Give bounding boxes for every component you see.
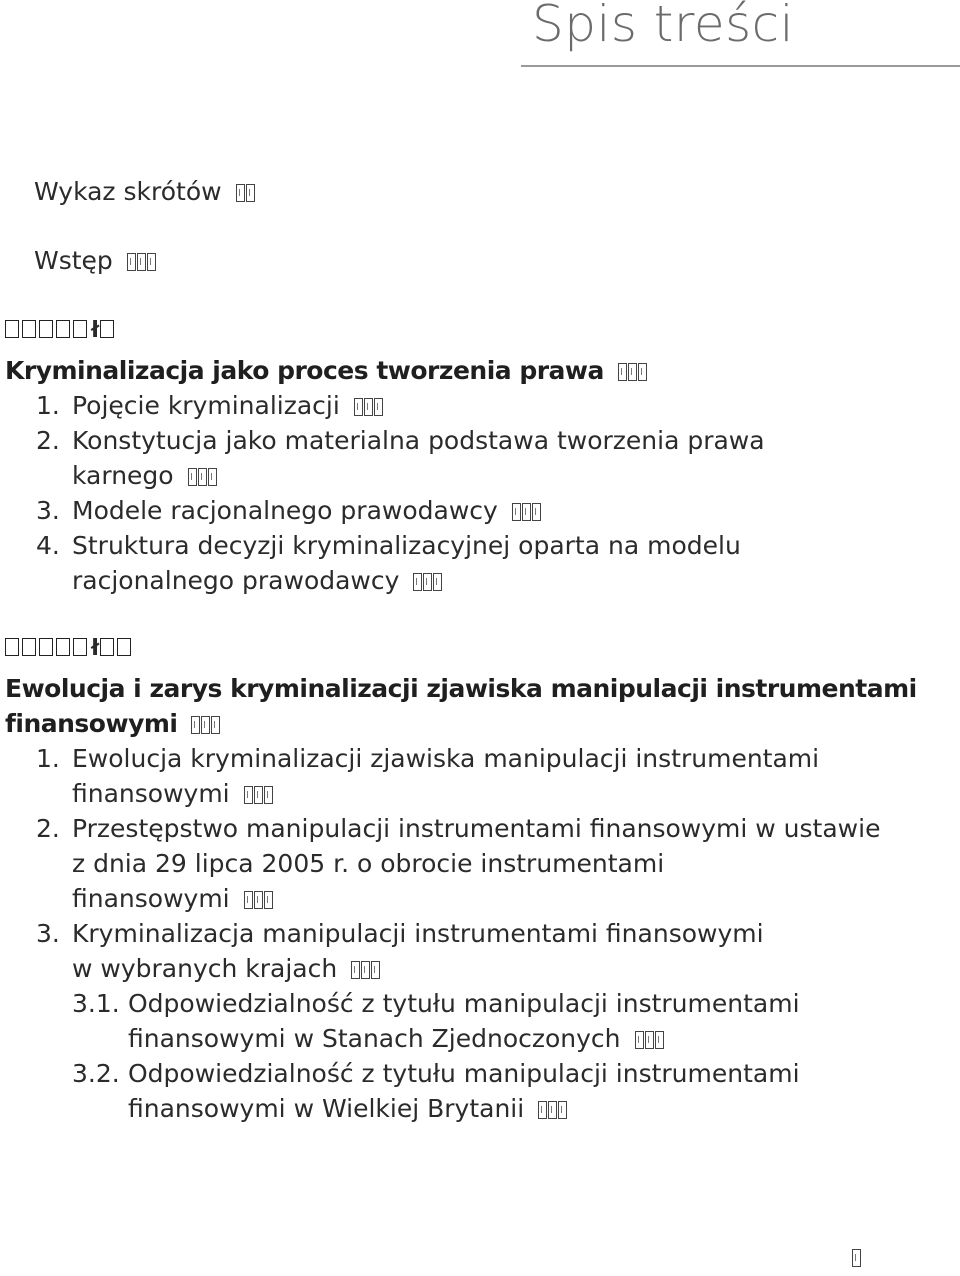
chapter-page-number xyxy=(191,709,221,739)
page-number xyxy=(635,1024,665,1054)
chapter-label: ł xyxy=(5,636,134,661)
title-divider xyxy=(521,65,960,67)
section-entry: z dnia 29 lipca 2005 r. o obrocie instrumentami xyxy=(72,849,665,878)
page-number xyxy=(244,779,274,809)
entry-number: 4. xyxy=(36,531,60,560)
subsection-entry: finansowymi w Stanach Zjednoczonych xyxy=(128,1024,665,1054)
chapter-title: Kryminalizacja jako proces tworzenia prawa xyxy=(5,356,648,386)
section-entry: Struktura decyzji kryminalizacyjnej oparta na modelu xyxy=(72,531,741,560)
section-entry: finansowymi xyxy=(72,779,274,809)
footer-page-glyph xyxy=(852,1242,862,1272)
section-entry: Konstytucja jako materialna podstawa tworzenia prawa xyxy=(72,426,765,455)
section-entry: Kryminalizacja manipulacji instrumentami finansowymi xyxy=(72,919,764,948)
page-number xyxy=(188,461,218,491)
page-number xyxy=(413,566,443,596)
section-entry: Pojęcie kryminalizacji xyxy=(72,391,384,421)
page-number xyxy=(351,954,381,984)
section-entry: karnego xyxy=(72,461,218,491)
section-entry: finansowymi xyxy=(72,884,274,914)
entry-number: 3.2. xyxy=(72,1059,120,1088)
subsection-entry: Odpowiedzialność z tytułu manipulacji instrumentami xyxy=(128,989,800,1018)
chapter-label: ł xyxy=(5,318,117,343)
page-number xyxy=(244,884,274,914)
page-title: Spis treści xyxy=(532,0,795,53)
page-number xyxy=(127,246,157,276)
entry-number: 3. xyxy=(36,919,60,948)
page-number xyxy=(354,391,384,421)
section-entry: Ewolucja kryminalizacji zjawiska manipulacji instrumentami xyxy=(72,744,820,773)
entry-number: 3.1. xyxy=(72,989,120,1018)
subsection-entry: Odpowiedzialność z tytułu manipulacji instrumentami xyxy=(128,1059,800,1088)
front-matter-entry: Wykaz skrótów xyxy=(34,177,256,207)
section-entry: Modele racjonalnego prawodawcy xyxy=(72,496,542,526)
entry-number: 1. xyxy=(36,744,60,773)
entry-number: 2. xyxy=(36,426,60,455)
chapter-page-number xyxy=(618,356,648,386)
entry-number: 1. xyxy=(36,391,60,420)
section-entry: Przestępstwo manipulacji instrumentami finansowymi w ustawie xyxy=(72,814,881,843)
section-entry: w wybranych krajach xyxy=(72,954,381,984)
subsection-entry: finansowymi w Wielkiej Brytanii xyxy=(128,1094,568,1124)
entry-number: 3. xyxy=(36,496,60,525)
entry-number: 2. xyxy=(36,814,60,843)
footer-page-number xyxy=(838,1242,862,1272)
page-number xyxy=(538,1094,568,1124)
chapter-title: Ewolucja i zarys kryminalizacji zjawiska manipulacji instrumentami xyxy=(5,674,917,703)
chapter-title: finansowymi xyxy=(5,709,221,739)
front-matter-entry: Wstęp xyxy=(34,246,157,276)
page-number xyxy=(236,177,256,207)
page-number xyxy=(512,496,542,526)
section-entry: racjonalnego prawodawcy xyxy=(72,566,443,596)
